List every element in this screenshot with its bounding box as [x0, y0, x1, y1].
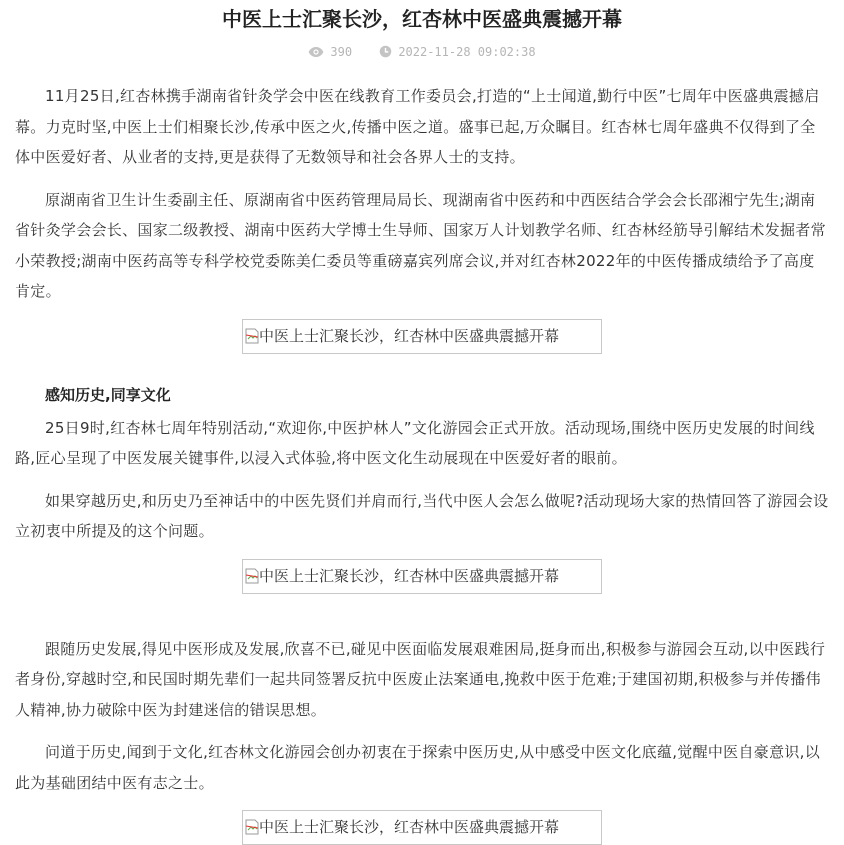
eye-icon	[308, 46, 324, 58]
article-title: 中医上士汇聚长沙，红杏林中医盛典震撼开幕	[222, 7, 622, 31]
image-alt-text: 中医上士汇聚长沙，红杏林中医盛典震撼开幕	[259, 566, 560, 585]
paragraph: 原湖南省卫生计生委副主任、原湖南省中医药管理局局长、现湖南省中医药和中西医结合学会会长邵湘宁先生;湖南省针灸学会会长、国家二级教授、湖南中医药大学博士生导师、国家万人计划教学名师、红杏林经筋导引解结术发掘者常小荣教授;湖南中医药高等专科学校党委陈美仁委员等重磅嘉宾列席会议,并对红杏林2022年的中医传播成绩给予了高度肯定。	[15, 190, 826, 300]
publish-time-value: 2022-11-28 09:02:38	[398, 44, 536, 59]
paragraph: 跟随历史发展,得见中医形成及发展,欣喜不已,碰见中医面临发展艰难困局,挺身而出,积极参与游园会互动,以中医践行者身份,穿越时空,和民国时期先辈们一起共同签署反抗中医废止法案通电,挽救中医于危难;于建国初期,积极参与并传播伟人精神,协力破除中医为封建迷信的错误思想。	[15, 639, 826, 719]
paragraph: 25日9时,红杏林七周年特别活动,“欢迎你,中医护林人”文化游园会正式开放。活动现场,围绕中医历史发展的时间线路,匠心呈现了中医发展关键事件,以浸入式体验,将中医文化生动展现在中医爱好者的眼前。	[15, 418, 815, 467]
paragraph: 如果穿越历史,和历史乃至神话中的中医先贤们并肩而行,当代中医人会怎么做呢?活动现场大家的热情回答了游园会设立初衷中所提及的这个问题。	[15, 491, 829, 540]
article-image	[242, 319, 602, 354]
broken-image-icon	[245, 819, 259, 835]
paragraph: 11月25日,红杏林携手湖南省针灸学会中医在线教育工作委员会,打造的“上士闻道,勤行中医”七周年中医盛典震撼启幕。力克时坚,中医上士们相聚长沙,传承中医之火,传播中医之道。盛事已起,万众瞩目。红杏林七周年盛典不仅得到了全体中医爱好者、从业者的支持,更是获得了无数领导和社会各界人士的支持。	[15, 87, 820, 166]
publish-time	[379, 38, 535, 66]
image-alt-text: 中医上士汇聚长沙，红杏林中医盛典震撼开幕	[259, 818, 560, 836]
article-image	[242, 559, 602, 594]
article-image	[242, 810, 602, 845]
image-alt-text: 中医上士汇聚长沙，红杏林中医盛典震撼开幕	[259, 326, 560, 345]
section-heading: 感知历史,同享文化	[45, 385, 171, 404]
article-meta	[15, 37, 829, 69]
clock-icon	[379, 45, 392, 58]
broken-image-icon	[245, 328, 259, 344]
spacer	[15, 594, 829, 634]
view-count-value: 390	[330, 44, 353, 59]
broken-image-icon	[245, 568, 259, 584]
view-count	[308, 38, 352, 66]
paragraph: 问道于历史,闻到于文化,红杏林文化游园会创办初衷在于探索中医历史,从中感受中医文化底蕴,觉醒中医自豪意识,以此为基础团结中医有志之士。	[15, 743, 821, 792]
